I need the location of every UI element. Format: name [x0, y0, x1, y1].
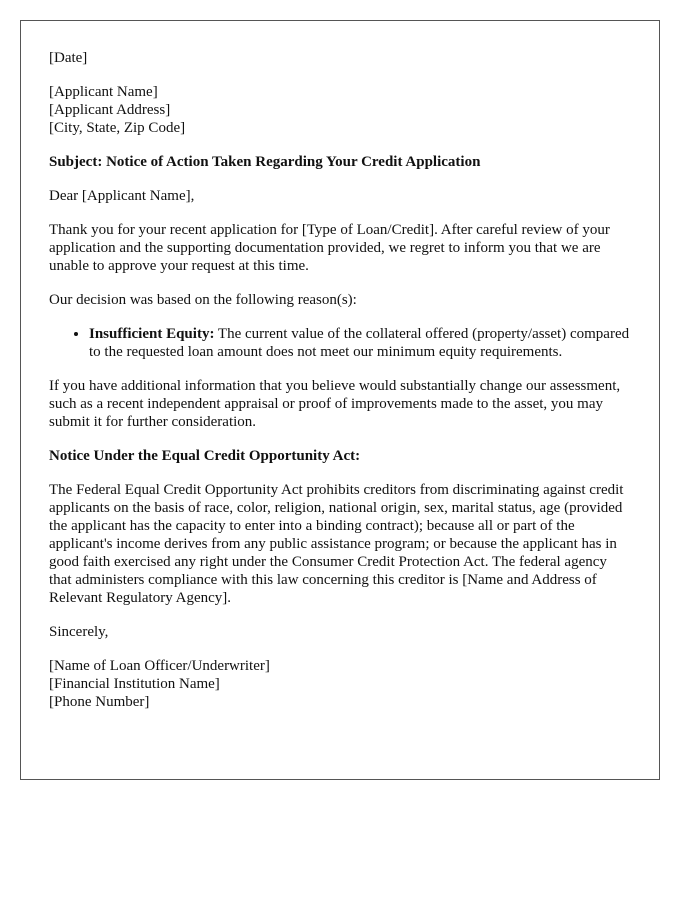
reason-title: Insufficient Equity:: [89, 326, 215, 342]
letter-subject: Subject: Notice of Action Taken Regarding Your Credit Application: [49, 154, 481, 170]
ecoa-heading: Notice Under the Equal Credit Opportunity Act:: [49, 448, 361, 464]
reason-text: The current value of the collateral offered (property/asset) compared to the requested loan amount does not meet our minimum equity requirements.: [89, 326, 630, 360]
list-item: [89, 325, 631, 361]
signature-block: [49, 657, 631, 711]
letter-date: [Date]: [49, 50, 88, 66]
signature-institution: [Financial Institution Name]: [49, 676, 220, 692]
reasons-intro: Our decision was based on the following reason(s):: [49, 292, 357, 308]
reasons-list: [49, 325, 631, 361]
signature-officer: [Name of Loan Officer/Underwriter]: [49, 658, 270, 674]
recipient-name: [Applicant Name]: [49, 84, 158, 100]
recipient-address: [Applicant Address]: [49, 102, 171, 118]
ecoa-paragraph: The Federal Equal Credit Opportunity Act prohibits creditors from discriminating against credit applicants on the basis of race, color, religion, national origin, sex, marital status, age (provided the applicant has the capacity to enter into a binding contract); because all or part of the applicant's income derives from any public assistance program; or because the applicant has in good faith exercised any right under the Consumer Credit Protection Act. The federal agency that administers compliance with this law concerning this creditor is [Name and Address of Relevant Regulatory Agency].: [49, 482, 624, 606]
closing: Sincerely,: [49, 624, 109, 640]
signature-phone: [Phone Number]: [49, 694, 150, 710]
recipient-city-state-zip: [City, State, Zip Code]: [49, 120, 186, 136]
salutation: Dear [Applicant Name],: [49, 188, 195, 204]
letter-page: [20, 20, 660, 780]
recipient-address-block: [49, 83, 631, 137]
additional-info-paragraph: If you have additional information that you believe would substantially change our assessment, such as a recent independent appraisal or proof of improvements made to the asset, you may submit it for further consideration.: [49, 378, 621, 430]
intro-paragraph: Thank you for your recent application for [Type of Loan/Credit]. After careful review of your application and the supporting documentation provided, we regret to inform you that we are unable to approve your request at this time.: [49, 222, 610, 274]
